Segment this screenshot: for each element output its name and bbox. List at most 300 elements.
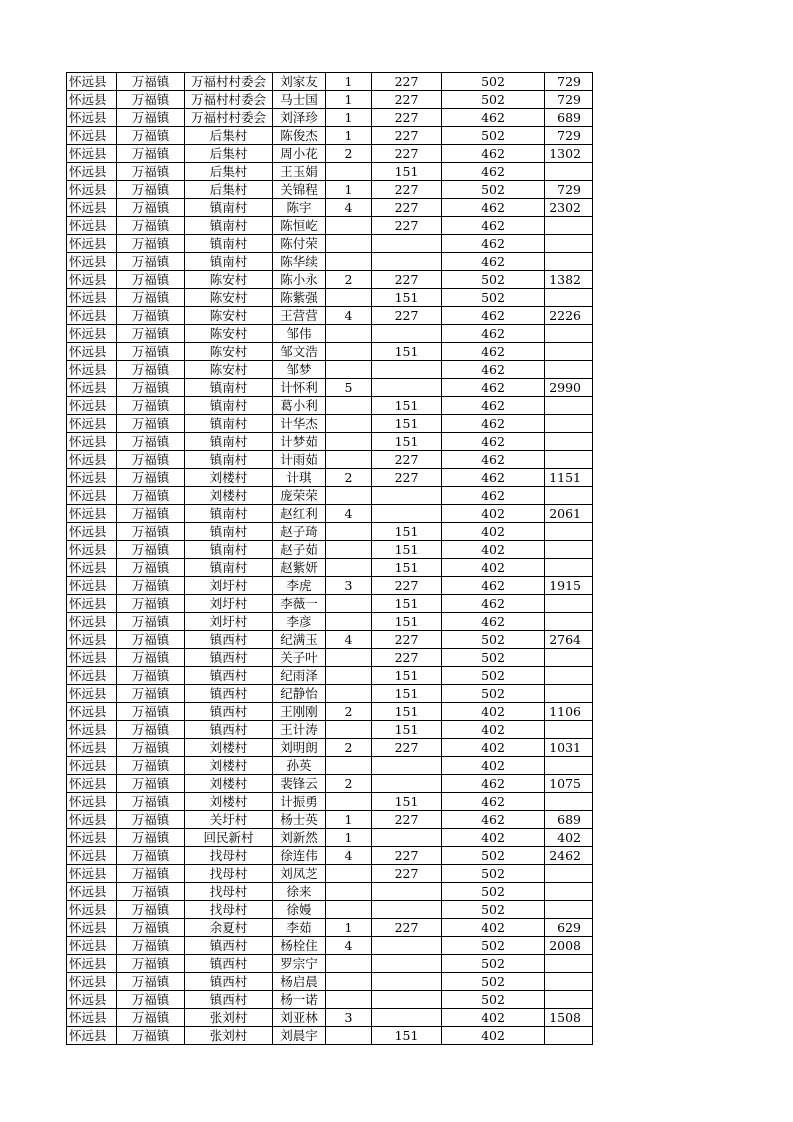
village-cell: 刘圩村 [185, 577, 273, 595]
amount-a-cell: 151 [372, 397, 442, 415]
amount-b-cell: 502 [442, 289, 545, 307]
county-cell: 怀远县 [67, 217, 117, 235]
county-cell: 怀远县 [67, 739, 117, 757]
town-cell: 万福镇 [117, 703, 185, 721]
county-cell: 怀远县 [67, 883, 117, 901]
count-cell [326, 955, 372, 973]
name-cell: 罗宗宁 [273, 955, 326, 973]
name-cell: 王营营 [273, 307, 326, 325]
town-cell: 万福镇 [117, 991, 185, 1009]
count-cell [326, 901, 372, 919]
total-cell [545, 595, 593, 613]
village-cell: 镇西村 [185, 955, 273, 973]
amount-a-cell: 227 [372, 271, 442, 289]
name-cell: 陈宇 [273, 199, 326, 217]
amount-b-cell: 462 [442, 253, 545, 271]
county-cell: 怀远县 [67, 973, 117, 991]
town-cell: 万福镇 [117, 847, 185, 865]
amount-a-cell: 227 [372, 145, 442, 163]
amount-a-cell [372, 361, 442, 379]
count-cell [326, 523, 372, 541]
name-cell: 陈华续 [273, 253, 326, 271]
amount-a-cell: 227 [372, 919, 442, 937]
count-cell [326, 991, 372, 1009]
village-cell: 镇西村 [185, 991, 273, 1009]
amount-b-cell: 462 [442, 595, 545, 613]
amount-b-cell: 502 [442, 631, 545, 649]
count-cell [326, 865, 372, 883]
table-row [67, 379, 593, 397]
count-cell [326, 973, 372, 991]
name-cell: 计琪 [273, 469, 326, 487]
amount-b-cell: 502 [442, 667, 545, 685]
total-cell [545, 451, 593, 469]
table-row [67, 919, 593, 937]
table-row [67, 433, 593, 451]
village-cell: 陈安村 [185, 289, 273, 307]
table-row [67, 415, 593, 433]
name-cell: 李薇一 [273, 595, 326, 613]
count-cell [326, 793, 372, 811]
village-cell: 刘楼村 [185, 793, 273, 811]
town-cell: 万福镇 [117, 487, 185, 505]
name-cell: 周小花 [273, 145, 326, 163]
county-cell: 怀远县 [67, 847, 117, 865]
county-cell: 怀远县 [67, 271, 117, 289]
town-cell: 万福镇 [117, 667, 185, 685]
amount-a-cell: 227 [372, 649, 442, 667]
name-cell: 刘亚林 [273, 1009, 326, 1027]
total-cell [545, 289, 593, 307]
county-cell: 怀远县 [67, 775, 117, 793]
table-row [67, 451, 593, 469]
name-cell: 刘新然 [273, 829, 326, 847]
amount-b-cell: 402 [442, 721, 545, 739]
count-cell: 1 [326, 919, 372, 937]
table-row [67, 235, 593, 253]
name-cell: 王刚刚 [273, 703, 326, 721]
town-cell: 万福镇 [117, 217, 185, 235]
name-cell: 李彦 [273, 613, 326, 631]
town-cell: 万福镇 [117, 865, 185, 883]
amount-a-cell: 227 [372, 109, 442, 127]
village-cell: 镇西村 [185, 685, 273, 703]
total-cell [545, 397, 593, 415]
name-cell: 关子叶 [273, 649, 326, 667]
name-cell: 杨栓住 [273, 937, 326, 955]
name-cell: 邹伟 [273, 325, 326, 343]
total-cell: 1302 [545, 145, 593, 163]
village-cell: 陈安村 [185, 361, 273, 379]
county-cell: 怀远县 [67, 703, 117, 721]
table-row [67, 1009, 593, 1027]
total-cell: 689 [545, 109, 593, 127]
village-cell: 刘楼村 [185, 469, 273, 487]
amount-b-cell: 462 [442, 145, 545, 163]
name-cell: 王计涛 [273, 721, 326, 739]
count-cell: 2 [326, 145, 372, 163]
village-cell: 万福村村委会 [185, 91, 273, 109]
village-cell: 镇南村 [185, 253, 273, 271]
name-cell: 徐连伟 [273, 847, 326, 865]
village-cell: 刘楼村 [185, 739, 273, 757]
town-cell: 万福镇 [117, 793, 185, 811]
town-cell: 万福镇 [117, 163, 185, 181]
name-cell: 徐来 [273, 883, 326, 901]
amount-b-cell: 462 [442, 199, 545, 217]
amount-a-cell: 151 [372, 613, 442, 631]
town-cell: 万福镇 [117, 451, 185, 469]
village-cell: 陈安村 [185, 343, 273, 361]
count-cell: 1 [326, 829, 372, 847]
amount-b-cell: 402 [442, 703, 545, 721]
table-body [67, 73, 593, 1045]
count-cell [326, 883, 372, 901]
total-cell [545, 793, 593, 811]
amount-b-cell: 502 [442, 649, 545, 667]
county-cell: 怀远县 [67, 91, 117, 109]
total-cell: 1915 [545, 577, 593, 595]
amount-b-cell: 402 [442, 523, 545, 541]
amount-b-cell: 502 [442, 937, 545, 955]
total-cell: 2008 [545, 937, 593, 955]
amount-b-cell: 462 [442, 487, 545, 505]
village-cell: 后集村 [185, 181, 273, 199]
amount-a-cell [372, 901, 442, 919]
table-row [67, 973, 593, 991]
count-cell [326, 595, 372, 613]
count-cell: 2 [326, 469, 372, 487]
town-cell: 万福镇 [117, 595, 185, 613]
table-row [67, 613, 593, 631]
amount-a-cell: 227 [372, 127, 442, 145]
count-cell [326, 433, 372, 451]
amount-a-cell: 151 [372, 685, 442, 703]
table-row [67, 775, 593, 793]
table-row [67, 793, 593, 811]
county-cell: 怀远县 [67, 631, 117, 649]
total-cell [545, 901, 593, 919]
table-row [67, 325, 593, 343]
count-cell: 1 [326, 73, 372, 91]
amount-a-cell [372, 775, 442, 793]
name-cell: 陈紫强 [273, 289, 326, 307]
table-row [67, 181, 593, 199]
name-cell: 陈俊杰 [273, 127, 326, 145]
name-cell: 杨一诺 [273, 991, 326, 1009]
total-cell [545, 991, 593, 1009]
table-row [67, 649, 593, 667]
total-cell [545, 955, 593, 973]
total-cell [545, 361, 593, 379]
name-cell: 杨士英 [273, 811, 326, 829]
total-cell: 1031 [545, 739, 593, 757]
total-cell [545, 523, 593, 541]
amount-a-cell: 227 [372, 469, 442, 487]
table-row [67, 685, 593, 703]
town-cell: 万福镇 [117, 559, 185, 577]
amount-b-cell: 502 [442, 127, 545, 145]
total-cell [545, 253, 593, 271]
county-cell: 怀远县 [67, 865, 117, 883]
town-cell: 万福镇 [117, 307, 185, 325]
town-cell: 万福镇 [117, 109, 185, 127]
county-cell: 怀远县 [67, 595, 117, 613]
town-cell: 万福镇 [117, 1027, 185, 1045]
village-cell: 镇南村 [185, 451, 273, 469]
amount-b-cell: 502 [442, 901, 545, 919]
village-cell: 镇西村 [185, 721, 273, 739]
amount-a-cell: 151 [372, 541, 442, 559]
total-cell [545, 325, 593, 343]
amount-b-cell: 462 [442, 793, 545, 811]
amount-b-cell: 462 [442, 343, 545, 361]
county-cell: 怀远县 [67, 811, 117, 829]
count-cell: 1 [326, 109, 372, 127]
village-cell: 张刘村 [185, 1027, 273, 1045]
name-cell: 计怀利 [273, 379, 326, 397]
county-cell: 怀远县 [67, 1027, 117, 1045]
county-cell: 怀远县 [67, 937, 117, 955]
table-row [67, 397, 593, 415]
count-cell [326, 217, 372, 235]
table-row [67, 955, 593, 973]
amount-b-cell: 402 [442, 919, 545, 937]
name-cell: 杨启晨 [273, 973, 326, 991]
county-cell: 怀远县 [67, 523, 117, 541]
table-row [67, 721, 593, 739]
table-row [67, 829, 593, 847]
table-row [67, 631, 593, 649]
table-row [67, 577, 593, 595]
total-cell: 729 [545, 127, 593, 145]
village-cell: 镇南村 [185, 433, 273, 451]
village-cell: 镇西村 [185, 667, 273, 685]
village-cell: 张刘村 [185, 1009, 273, 1027]
amount-b-cell: 402 [442, 1009, 545, 1027]
count-cell [326, 343, 372, 361]
county-cell: 怀远县 [67, 235, 117, 253]
name-cell: 邹梦 [273, 361, 326, 379]
total-cell: 2764 [545, 631, 593, 649]
county-cell: 怀远县 [67, 325, 117, 343]
count-cell: 1 [326, 127, 372, 145]
total-cell: 2302 [545, 199, 593, 217]
name-cell: 王玉娟 [273, 163, 326, 181]
name-cell: 裴锋云 [273, 775, 326, 793]
amount-b-cell: 502 [442, 991, 545, 1009]
total-cell [545, 163, 593, 181]
count-cell: 4 [326, 847, 372, 865]
table-row [67, 253, 593, 271]
county-cell: 怀远县 [67, 253, 117, 271]
name-cell: 赵紫妍 [273, 559, 326, 577]
table-row [67, 541, 593, 559]
county-cell: 怀远县 [67, 667, 117, 685]
table-row [67, 289, 593, 307]
total-cell: 2990 [545, 379, 593, 397]
town-cell: 万福镇 [117, 271, 185, 289]
village-cell: 镇南村 [185, 415, 273, 433]
town-cell: 万福镇 [117, 523, 185, 541]
town-cell: 万福镇 [117, 379, 185, 397]
total-cell: 729 [545, 73, 593, 91]
amount-a-cell [372, 973, 442, 991]
name-cell: 刘凤芝 [273, 865, 326, 883]
amount-b-cell: 502 [442, 73, 545, 91]
amount-b-cell: 402 [442, 829, 545, 847]
amount-b-cell: 462 [442, 451, 545, 469]
name-cell: 马士国 [273, 91, 326, 109]
table-row [67, 271, 593, 289]
village-cell: 回民新村 [185, 829, 273, 847]
total-cell: 729 [545, 91, 593, 109]
count-cell: 3 [326, 577, 372, 595]
total-cell [545, 667, 593, 685]
county-cell: 怀远县 [67, 199, 117, 217]
town-cell: 万福镇 [117, 577, 185, 595]
name-cell: 计华杰 [273, 415, 326, 433]
amount-b-cell: 402 [442, 757, 545, 775]
town-cell: 万福镇 [117, 361, 185, 379]
count-cell [326, 721, 372, 739]
total-cell [545, 757, 593, 775]
table-row [67, 847, 593, 865]
amount-b-cell: 462 [442, 811, 545, 829]
count-cell [326, 289, 372, 307]
name-cell: 陈付荣 [273, 235, 326, 253]
count-cell [326, 667, 372, 685]
county-cell: 怀远县 [67, 73, 117, 91]
village-cell: 后集村 [185, 145, 273, 163]
town-cell: 万福镇 [117, 397, 185, 415]
total-cell [545, 415, 593, 433]
count-cell [326, 541, 372, 559]
village-cell: 镇南村 [185, 541, 273, 559]
amount-b-cell: 462 [442, 577, 545, 595]
town-cell: 万福镇 [117, 973, 185, 991]
total-cell: 729 [545, 181, 593, 199]
name-cell: 赵红利 [273, 505, 326, 523]
village-cell: 陈安村 [185, 307, 273, 325]
table-row [67, 703, 593, 721]
amount-a-cell: 151 [372, 1027, 442, 1045]
town-cell: 万福镇 [117, 91, 185, 109]
town-cell: 万福镇 [117, 721, 185, 739]
amount-a-cell: 151 [372, 433, 442, 451]
county-cell: 怀远县 [67, 1009, 117, 1027]
county-cell: 怀远县 [67, 181, 117, 199]
town-cell: 万福镇 [117, 127, 185, 145]
town-cell: 万福镇 [117, 919, 185, 937]
county-cell: 怀远县 [67, 307, 117, 325]
table-row [67, 199, 593, 217]
total-cell: 2462 [545, 847, 593, 865]
count-cell: 2 [326, 739, 372, 757]
count-cell [326, 1027, 372, 1045]
amount-b-cell: 462 [442, 775, 545, 793]
table-row [67, 361, 593, 379]
amount-a-cell: 227 [372, 577, 442, 595]
amount-a-cell [372, 991, 442, 1009]
name-cell: 陈小永 [273, 271, 326, 289]
amount-a-cell: 151 [372, 289, 442, 307]
table-row [67, 307, 593, 325]
count-cell [326, 649, 372, 667]
town-cell: 万福镇 [117, 829, 185, 847]
town-cell: 万福镇 [117, 199, 185, 217]
amount-a-cell [372, 379, 442, 397]
town-cell: 万福镇 [117, 415, 185, 433]
county-cell: 怀远县 [67, 685, 117, 703]
amount-a-cell [372, 829, 442, 847]
amount-b-cell: 462 [442, 469, 545, 487]
amount-b-cell: 502 [442, 271, 545, 289]
county-cell: 怀远县 [67, 469, 117, 487]
amount-a-cell [372, 955, 442, 973]
village-cell: 刘圩村 [185, 613, 273, 631]
amount-a-cell [372, 937, 442, 955]
table-row [67, 163, 593, 181]
table-row [67, 811, 593, 829]
count-cell: 4 [326, 505, 372, 523]
name-cell: 计雨茹 [273, 451, 326, 469]
county-cell: 怀远县 [67, 361, 117, 379]
county-cell: 怀远县 [67, 955, 117, 973]
count-cell: 4 [326, 631, 372, 649]
name-cell: 徐嫚 [273, 901, 326, 919]
total-cell [545, 865, 593, 883]
town-cell: 万福镇 [117, 631, 185, 649]
county-cell: 怀远县 [67, 793, 117, 811]
total-cell [545, 235, 593, 253]
name-cell: 刘泽珍 [273, 109, 326, 127]
village-cell: 镇西村 [185, 631, 273, 649]
total-cell [545, 433, 593, 451]
amount-b-cell: 462 [442, 325, 545, 343]
town-cell: 万福镇 [117, 469, 185, 487]
table-row [67, 127, 593, 145]
village-cell: 镇南村 [185, 523, 273, 541]
amount-b-cell: 502 [442, 883, 545, 901]
county-cell: 怀远县 [67, 415, 117, 433]
amount-b-cell: 502 [442, 685, 545, 703]
count-cell [326, 685, 372, 703]
town-cell: 万福镇 [117, 757, 185, 775]
name-cell: 刘家友 [273, 73, 326, 91]
total-cell [545, 973, 593, 991]
table-row [67, 667, 593, 685]
amount-a-cell: 227 [372, 73, 442, 91]
county-cell: 怀远县 [67, 451, 117, 469]
amount-a-cell: 227 [372, 181, 442, 199]
count-cell: 2 [326, 271, 372, 289]
table-row [67, 559, 593, 577]
count-cell: 2 [326, 703, 372, 721]
amount-a-cell: 227 [372, 217, 442, 235]
total-cell [545, 217, 593, 235]
name-cell: 陈恒屹 [273, 217, 326, 235]
amount-a-cell: 151 [372, 559, 442, 577]
table-row [67, 901, 593, 919]
amount-b-cell: 462 [442, 163, 545, 181]
amount-b-cell: 462 [442, 307, 545, 325]
amount-b-cell: 402 [442, 505, 545, 523]
total-cell [545, 883, 593, 901]
village-cell: 后集村 [185, 127, 273, 145]
village-cell: 找母村 [185, 865, 273, 883]
count-cell [326, 613, 372, 631]
